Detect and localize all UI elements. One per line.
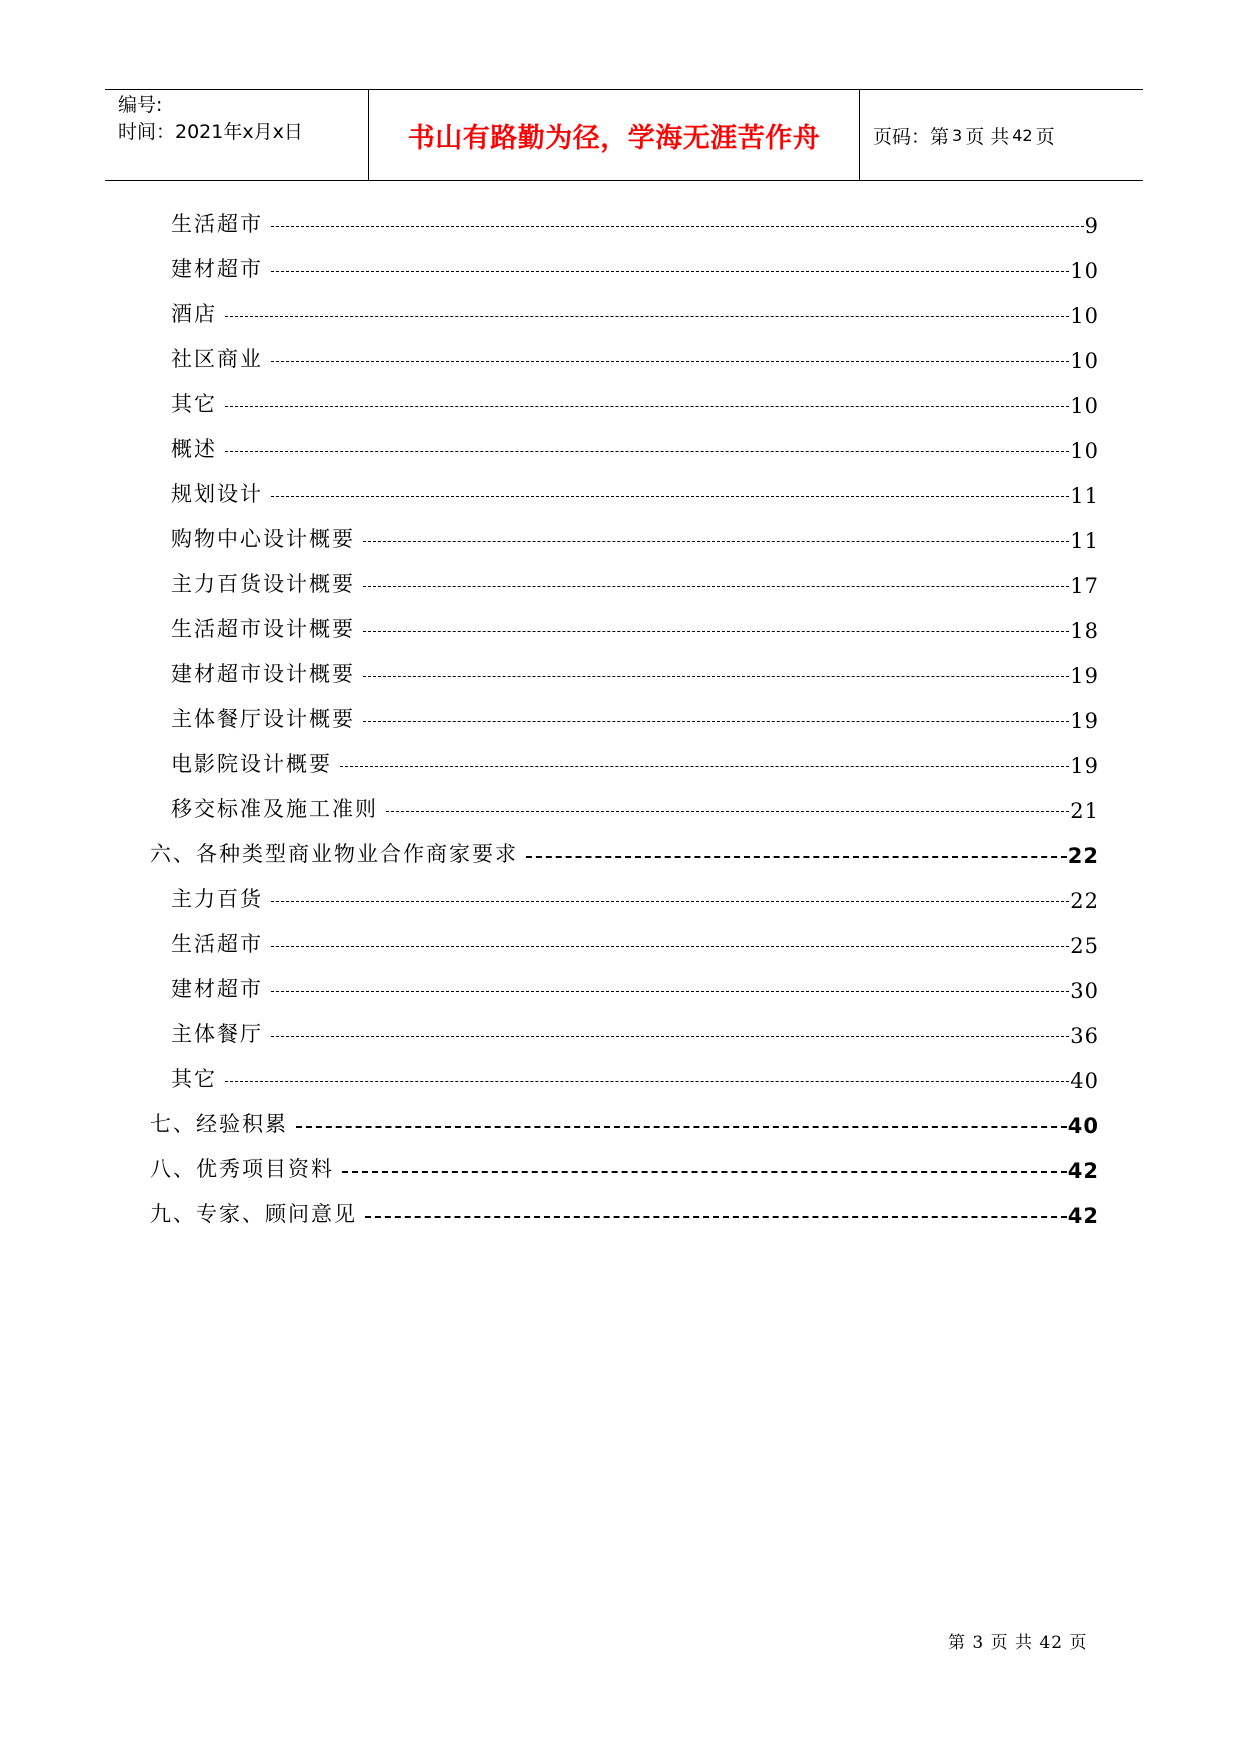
toc-entry-label: 主力百货设计概要: [171, 572, 355, 596]
toc-entry-label: 其它: [171, 392, 217, 416]
toc-leader-line: [363, 586, 1069, 587]
toc-leader-line: [340, 766, 1069, 767]
toc-entry-page: 18: [1070, 619, 1099, 643]
document-header: [105, 89, 1143, 181]
toc-leader-line: [363, 721, 1069, 722]
toc-leader-line: [271, 946, 1069, 947]
toc-entry[interactable]: [171, 658, 1099, 688]
toc-entry-page: 11: [1070, 529, 1099, 553]
header-meta: [105, 90, 369, 180]
toc-entry[interactable]: [171, 253, 1099, 283]
toc-leader-line: [271, 496, 1069, 497]
toc-entry[interactable]: [171, 748, 1099, 778]
page-prefix: 页码：第: [873, 125, 950, 148]
toc-entry-page: 42: [1067, 1204, 1099, 1228]
toc-entry-page: 42: [1067, 1159, 1099, 1183]
toc-entry[interactable]: [171, 793, 1099, 823]
toc-entry-label: 生活超市: [171, 932, 263, 956]
toc-entry-page: 9: [1084, 214, 1099, 238]
toc-entry-label: 七、经验积累: [150, 1112, 288, 1136]
toc-entry[interactable]: [171, 433, 1099, 463]
toc-leader-line: [225, 451, 1069, 452]
page-total: 42: [1012, 125, 1033, 145]
toc-entry-page: 19: [1070, 664, 1099, 688]
toc-entry-label: 建材超市设计概要: [171, 662, 355, 686]
toc-entry-page: 17: [1070, 574, 1099, 598]
toc-entry[interactable]: [171, 883, 1099, 913]
toc-entry-page: 19: [1070, 709, 1099, 733]
toc-entry-page: 30: [1070, 979, 1099, 1003]
toc-entry-page: 10: [1070, 259, 1099, 283]
toc-entry-page: 40: [1067, 1114, 1099, 1138]
toc-entry-label: 概述: [171, 437, 217, 461]
toc-entry-page: 10: [1070, 394, 1099, 418]
toc-leader-line: [225, 1081, 1069, 1082]
toc-entry[interactable]: [171, 478, 1099, 508]
header-page-indicator: [860, 90, 1143, 180]
toc-leader-line: [296, 1126, 1067, 1128]
toc-entry-page: 10: [1070, 349, 1099, 373]
toc-entry-label: 购物中心设计概要: [171, 527, 355, 551]
toc-leader-line: [271, 901, 1069, 902]
toc-entry[interactable]: [171, 343, 1099, 373]
toc-entry-label: 九、专家、顾问意见: [150, 1202, 357, 1226]
toc-entry-label: 社区商业: [171, 347, 263, 371]
toc-entry[interactable]: [150, 1198, 1099, 1228]
toc-entry-page: 22: [1070, 889, 1099, 913]
toc-leader-line: [342, 1171, 1067, 1173]
toc-entry-label: 规划设计: [171, 482, 263, 506]
toc-entry-label: 生活超市: [171, 212, 263, 236]
toc-leader-line: [363, 676, 1069, 677]
toc-entry-page: 36: [1070, 1024, 1099, 1048]
toc-entry[interactable]: [171, 298, 1099, 328]
header-motto: 书山有路勤为径，学海无涯苦作舟: [369, 90, 860, 180]
toc-entry-label: 电影院设计概要: [171, 752, 332, 776]
toc-entry[interactable]: [171, 568, 1099, 598]
toc-leader-line: [386, 811, 1069, 812]
toc-entry-label: 酒店: [171, 302, 217, 326]
toc-entry-label: 六、各种类型商业物业合作商家要求: [150, 842, 518, 866]
toc-entry[interactable]: [171, 208, 1099, 238]
toc-entry-label: 移交标准及施工准则: [171, 797, 378, 821]
toc-entry[interactable]: [171, 388, 1099, 418]
toc-leader-line: [271, 1036, 1069, 1037]
toc-entry[interactable]: [171, 613, 1099, 643]
toc-entry-label: 建材超市: [171, 977, 263, 1001]
serial-label: 编号:: [118, 94, 163, 116]
toc-leader-line: [363, 631, 1069, 632]
page-mid: 页 共: [965, 125, 1010, 148]
toc-entry-page: 22: [1067, 844, 1099, 868]
toc-leader-line: [365, 1216, 1067, 1218]
toc-entry[interactable]: [171, 973, 1099, 1003]
toc-leader-line: [271, 271, 1069, 272]
toc-entry-page: 11: [1070, 484, 1099, 508]
toc-leader-line: [271, 361, 1069, 362]
toc-entry[interactable]: [171, 523, 1099, 553]
toc-entry-label: 生活超市设计概要: [171, 617, 355, 641]
toc-entry-label: 八、优秀项目资料: [150, 1157, 334, 1181]
toc-entry-page: 10: [1070, 439, 1099, 463]
toc-leader-line: [225, 316, 1069, 317]
toc-entry-page: 25: [1070, 934, 1099, 958]
page-current: 3: [952, 125, 963, 145]
page-footer: 第 3 页 共 42 页: [948, 1633, 1088, 1653]
toc-entry-page: 21: [1070, 799, 1099, 823]
toc-leader-line: [271, 991, 1069, 992]
toc-leader-line: [271, 226, 1084, 227]
toc-leader-line: [526, 856, 1067, 858]
toc-entry-page: 10: [1070, 304, 1099, 328]
toc-entry-label: 主力百货: [171, 887, 263, 911]
page-suffix: 页: [1035, 125, 1055, 148]
toc-leader-line: [225, 406, 1069, 407]
toc-entry[interactable]: [171, 1063, 1099, 1093]
toc-entry-label: 主体餐厅设计概要: [171, 707, 355, 731]
toc-entry[interactable]: [171, 928, 1099, 958]
toc-entry[interactable]: [150, 1108, 1099, 1138]
toc-entry[interactable]: [150, 838, 1099, 868]
toc-entry-label: 建材超市: [171, 257, 263, 281]
toc-entry[interactable]: [150, 1153, 1099, 1183]
toc-leader-line: [363, 541, 1069, 542]
toc-entry[interactable]: [171, 703, 1099, 733]
toc-entry-page: 40: [1070, 1069, 1099, 1093]
toc-entry-page: 19: [1070, 754, 1099, 778]
toc-entry-label: 主体餐厅: [171, 1022, 263, 1046]
toc-entry[interactable]: [171, 1018, 1099, 1048]
toc-entry-label: 其它: [171, 1067, 217, 1091]
time-label: 时间：2021年x月x日: [118, 121, 303, 143]
